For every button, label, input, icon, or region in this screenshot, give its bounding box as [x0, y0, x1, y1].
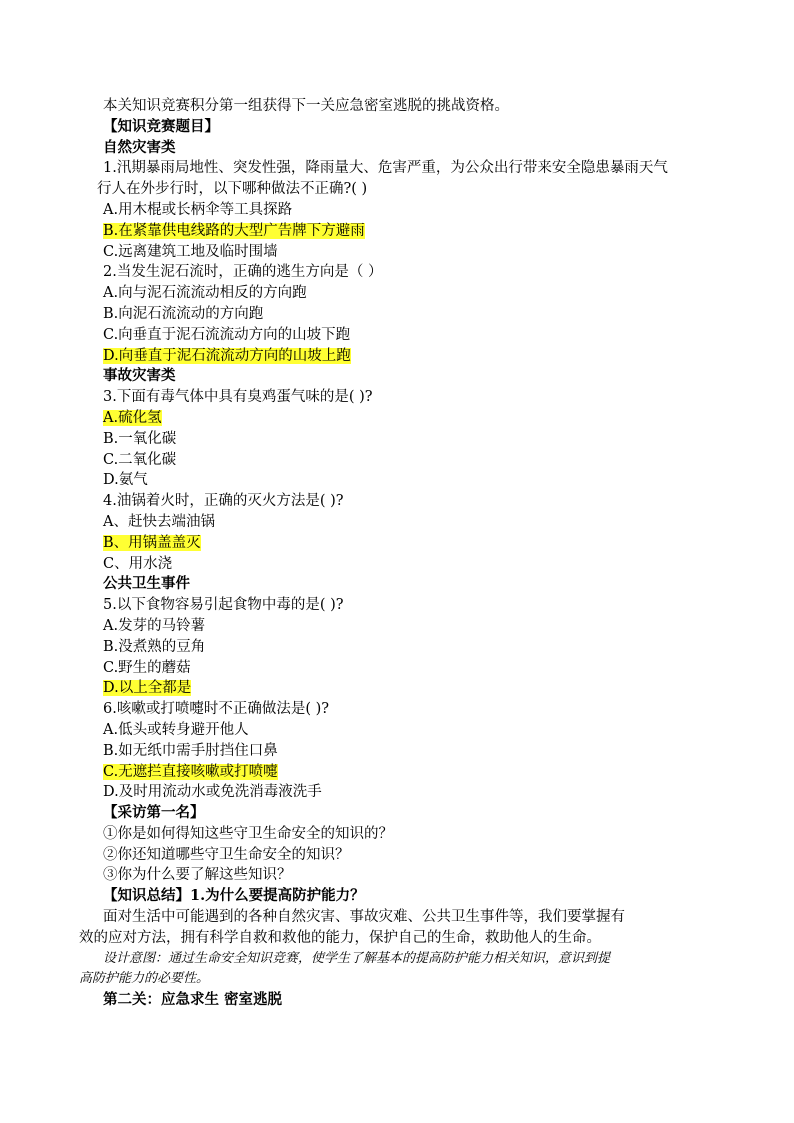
q2-option-a: A.向与泥石流流动相反的方向跑: [103, 285, 307, 302]
q6-option-b: B.如无纸巾需手肘挡住口鼻: [103, 742, 278, 759]
q5-stem: 5.以下食物容易引起食物中毒的是( )?: [103, 597, 344, 614]
q1-option-a: A.用木棍或长柄伞等工具探路: [103, 201, 293, 218]
document-content: [79, 96, 723, 1011]
q1-option-b-answer: B.在紧靠供电线路的大型广告牌下方避雨: [103, 222, 365, 239]
q6-stem: 6.咳嗽或打喷嚏时不正确做法是( )?: [103, 701, 330, 718]
q4-stem: 4.油锅着火时，正确的灭火方法是( )?: [103, 493, 344, 510]
summary-label: 【知识总结】: [103, 887, 190, 905]
q6-option-c-answer: C.无遮拦直接咳嗽或打喷嚏: [103, 763, 278, 780]
q2-stem: 2.当发生泥石流时，正确的逃生方向是（ ）: [103, 264, 383, 281]
q5-option-d-answer: D.以上全都是: [103, 680, 192, 697]
q1-stem-line2: 行人在外步行时，以下哪种做法不正确?( ): [97, 181, 368, 198]
design-intent-line2: 高防护能力的必要性。: [79, 971, 210, 987]
q3-option-d: D.氨气: [103, 472, 148, 489]
interview-question-3: ③你为什么要了解这些知识？: [103, 867, 292, 884]
q5-option-a: A.发芽的马铃薯: [103, 617, 206, 634]
q5-option-b: B.没煮熟的豆角: [103, 638, 206, 655]
interview-title: 【采访第一名】: [103, 804, 205, 822]
q6-option-d: D.及时用流动水或免洗消毒液洗手: [103, 784, 322, 801]
q2-option-c: C.向垂直于泥石流流动方向的山坡下跑: [103, 326, 351, 343]
design-intent-line1: 设计意图：通过生命安全知识竞赛，使学生了解基本的提高防护能力相关知识，意识到提: [103, 950, 611, 966]
summary-body-line2: 效的应对方法，拥有科学自救和救他的能力，保护自己的生命，救助他人的生命。: [79, 929, 601, 946]
summary-heading-line: [103, 886, 723, 907]
q3-option-c: C.二氧化碳: [103, 451, 177, 468]
q2-option-b: B.向泥石流流动的方向跑: [103, 305, 264, 322]
intro-text: 本关知识竞赛积分第一组获得下一关应急密室逃脱的挑战资格。: [103, 98, 509, 114]
summary-heading: 1.为什么要提高防护能力？: [190, 887, 365, 905]
section-title: 【知识竞赛题目】: [103, 117, 219, 135]
interview-question-2: ②你还知道哪些守卫生命安全的知识？: [103, 846, 350, 863]
category-accident: 事故灾害类: [103, 367, 176, 385]
q1-option-c: C.远离建筑工地及临时围墙: [103, 243, 278, 260]
q1-stem-line1: 1.汛期暴雨局地性、突发性强，降雨量大、危害严重，为公众出行带来安全隐患暴雨天气: [103, 160, 668, 177]
q2-option-d-answer: D.向垂直于泥石流流动方向的山坡上跑: [103, 347, 351, 364]
interview-question-1: ①你是如何得知这些守卫生命安全的知识的？: [103, 825, 393, 842]
next-stage-heading: 第二关：应急求生 密室逃脱: [103, 991, 283, 1009]
q4-option-c: C、用水浇: [103, 555, 173, 572]
q3-option-a-answer: A.硫化氢: [103, 409, 162, 426]
q5-option-c: C.野生的蘑菇: [103, 659, 191, 676]
q4-option-b-answer: B、用锅盖盖灭: [103, 534, 201, 551]
q6-option-a: A.低头或转身避开他人: [103, 721, 249, 738]
q3-option-b: B.一氧化碳: [103, 430, 177, 447]
q3-stem: 3.下面有毒气体中具有臭鸡蛋气味的是( )?: [103, 389, 373, 406]
summary-body-line1: 面对生活中可能遇到的各种自然灾害、事故灾难、公共卫生事件等，我们要掌握有: [103, 909, 625, 926]
category-natural: 自然灾害类: [103, 138, 176, 156]
q4-option-a: A、赶快去端油锅: [103, 513, 215, 530]
category-public-health: 公共卫生事件: [103, 575, 190, 593]
